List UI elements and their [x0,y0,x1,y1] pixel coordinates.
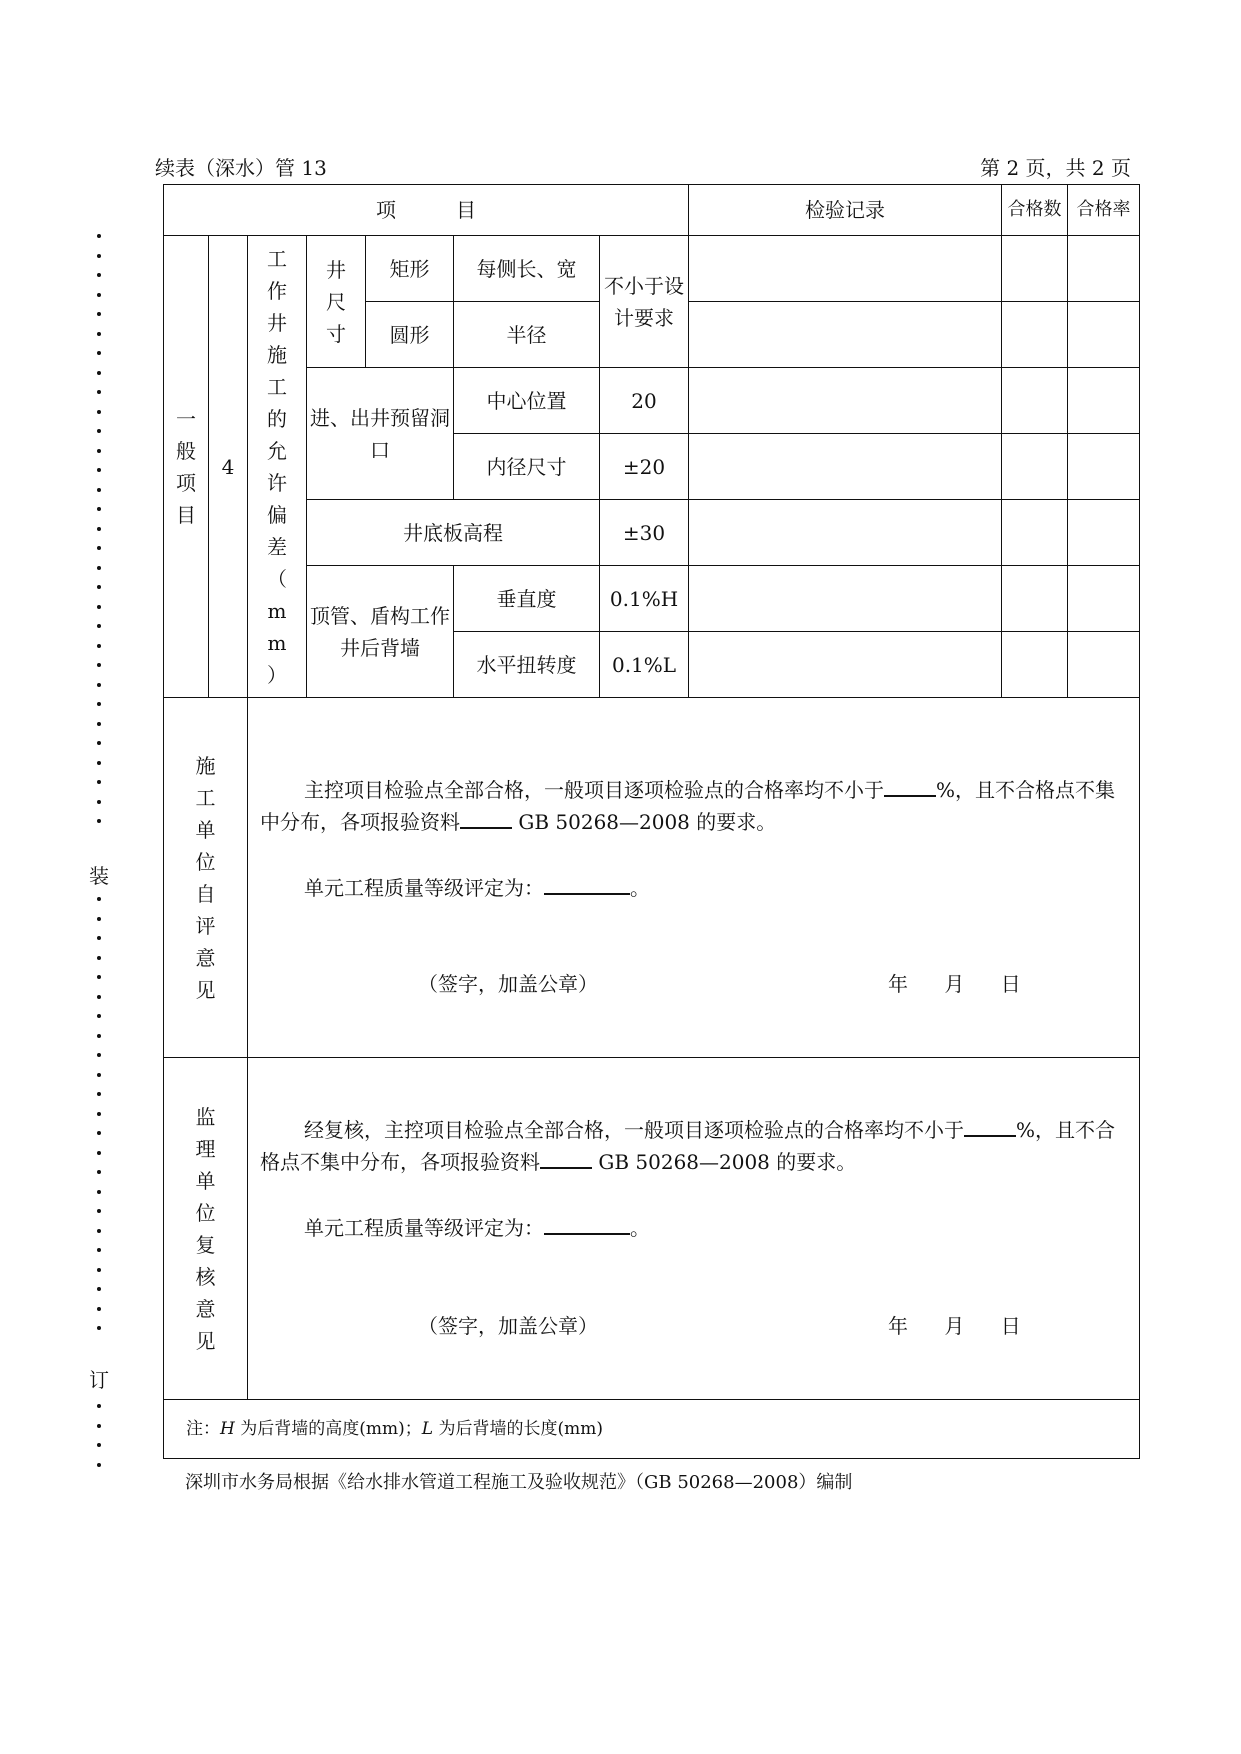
binding-dot [97,1190,101,1194]
binding-dot [97,1287,101,1291]
binding-dot [97,254,101,258]
binding-dot [97,1131,101,1135]
binding-dot [97,897,101,901]
shaft-size-label: 井 尺 寸 [307,236,366,368]
record-bottom[interactable] [689,500,1002,566]
binding-dot [97,527,101,531]
count-twist[interactable] [1002,632,1068,698]
binding-dot [97,1151,101,1155]
count-bottom[interactable] [1002,500,1068,566]
binding-dot [97,624,101,628]
construction-opinion-row [164,698,1140,1058]
binding-dot [97,566,101,570]
supervision-date: 年 月 日 [888,1314,1021,1338]
rect-item: 每侧长、宽 [454,236,600,302]
verticality-value: 0.1%H [600,566,689,632]
opening-label: 进、出井预留洞口 [307,368,454,500]
binding-dot [97,371,101,375]
record-inner[interactable] [689,434,1002,500]
column-header-qualified-count: 合格数 [1002,185,1068,236]
binding-dot [97,1209,101,1213]
construction-date: 年 月 日 [888,972,1021,996]
binding-dot [97,1073,101,1077]
construction-grade: 单元工程质量等级评定为： 。 [304,872,650,904]
rate-circle[interactable] [1068,302,1140,368]
binding-dot [97,1268,101,1272]
inner-diameter-value: ±20 [600,434,689,500]
row-vertical [164,566,1140,632]
binding-dot [97,332,101,336]
binding-dot [97,780,101,784]
construction-statement: 主控项目检验点全部合格，一般项目逐项检验点的合格率均不小于 %，且不合格点不集中分布，各项报验资料 GB 50268—2008 的要求。 [260,774,1129,838]
binding-dot [97,429,101,433]
bottom-elevation-value: ±30 [600,500,689,566]
count-inner[interactable] [1002,434,1068,500]
general-category-label: 一 般 项 目 [164,236,209,698]
rate-twist[interactable] [1068,632,1140,698]
binding-dot [97,644,101,648]
binding-dot [97,1463,101,1467]
data-blank[interactable] [540,1147,592,1169]
binding-dot [97,683,101,687]
binding-dot [97,1404,101,1408]
binding-dot [97,273,101,277]
center-position-label: 中心位置 [454,368,600,434]
binding-line [89,234,109,1478]
record-circle[interactable] [689,302,1002,368]
size-requirement: 不小于设计要求 [600,236,689,368]
binding-dot [97,585,101,589]
data-blank[interactable] [460,807,512,829]
record-vertical[interactable] [689,566,1002,632]
binding-dot [97,488,101,492]
supervision-opinion-row [164,1058,1140,1400]
binding-dot [97,800,101,804]
binding-dot [97,741,101,745]
binding-dot [97,1112,101,1116]
binding-dot [97,312,101,316]
verticality-label: 垂直度 [454,566,600,632]
binding-dot [97,507,101,511]
binding-dot [97,1326,101,1330]
binding-dot [97,761,101,765]
binding-dot [97,410,101,414]
rate-vertical[interactable] [1068,566,1140,632]
footer-compiler: 深圳市水务局根据《给水排水管道工程施工及验收规范》（GB 50268—2008）编制 [185,1472,853,1493]
center-position-value: 20 [600,368,689,434]
binding-char-ding: 订 [88,1364,110,1393]
row-center [164,368,1140,434]
grade-blank[interactable] [544,1213,630,1235]
grade-blank[interactable] [544,873,630,895]
binding-dot [97,1053,101,1057]
binding-dot [97,936,101,940]
supervision-signature: （签字，加盖公章） [418,1314,598,1338]
column-header-record: 检验记录 [689,185,1002,236]
binding-dot [97,390,101,394]
binding-dot [97,917,101,921]
binding-dot [97,468,101,472]
count-circle[interactable] [1002,302,1068,368]
back-wall-label: 顶管、盾构工作井后背墙 [307,566,454,698]
bottom-elevation-label: 井底板高程 [307,500,600,566]
binding-dot [97,819,101,823]
circle-item: 半径 [454,302,600,368]
record-center[interactable] [689,368,1002,434]
rate-blank[interactable] [884,775,936,797]
form-code: 续表（深水）管 13 [155,156,327,180]
binding-dot [97,1170,101,1174]
binding-dot [97,546,101,550]
construction-signature: （签字，加盖公章） [418,972,598,996]
binding-dot [97,605,101,609]
twist-label: 水平扭转度 [454,632,600,698]
count-rect[interactable] [1002,236,1068,302]
group-label: 工 作 井 施 工 的 允 许 偏 差 （ m m ） [248,236,307,698]
binding-dot [97,1307,101,1311]
column-header-qualified-rate: 合格率 [1068,185,1140,236]
binding-dot [97,975,101,979]
rate-rect[interactable] [1068,236,1140,302]
binding-dot [97,449,101,453]
row-bottom [164,500,1140,566]
binding-dot [97,956,101,960]
inspection-table [163,184,1140,1459]
binding-dot [97,722,101,726]
page-number: 第 2 页，共 2 页 [980,156,1131,180]
record-rect[interactable] [689,236,1002,302]
binding-dot [97,1229,101,1233]
binding-dot [97,1014,101,1018]
binding-dot [97,1034,101,1038]
record-twist[interactable] [689,632,1002,698]
rate-inner[interactable] [1068,434,1140,500]
supervision-grade: 单元工程质量等级评定为： 。 [304,1212,650,1244]
binding-dot [97,234,101,238]
binding-dot [97,663,101,667]
binding-dot [97,293,101,297]
rate-center[interactable] [1068,368,1140,434]
header-row [164,185,1140,236]
count-center[interactable] [1002,368,1068,434]
binding-dot [97,1424,101,1428]
row-rect [164,236,1140,302]
rate-bottom[interactable] [1068,500,1140,566]
column-header-item: 项 目 [164,185,689,236]
supervision-opinion-cell [248,1058,1140,1400]
binding-dot [97,702,101,706]
binding-dot [97,351,101,355]
rate-blank[interactable] [964,1115,1016,1137]
item-number: 4 [209,236,248,698]
binding-dot [97,1248,101,1252]
count-vertical[interactable] [1002,566,1068,632]
inner-diameter-label: 内径尺寸 [454,434,600,500]
supervision-label: 监 理 单 位 复 核 意 见 [164,1058,248,1400]
binding-char-zhuang: 装 [88,860,110,889]
binding-dot [97,1443,101,1447]
note-row [164,1400,1140,1459]
table-note: 注：H 为后背墙的高度(mm)；L 为后背墙的长度(mm) [164,1400,1140,1459]
binding-dot [97,1092,101,1096]
construction-label: 施 工 单 位 自 评 意 见 [164,698,248,1058]
circle-label: 圆形 [366,302,454,368]
twist-value: 0.1%L [600,632,689,698]
supervision-statement: 经复核，主控项目检验点全部合格，一般项目逐项检验点的合格率均不小于 %，且不合格点不集中分布，各项报验资料 GB 50268—2008 的要求。 [260,1114,1129,1178]
binding-dot [97,995,101,999]
construction-opinion-cell [248,698,1140,1058]
rect-label: 矩形 [366,236,454,302]
